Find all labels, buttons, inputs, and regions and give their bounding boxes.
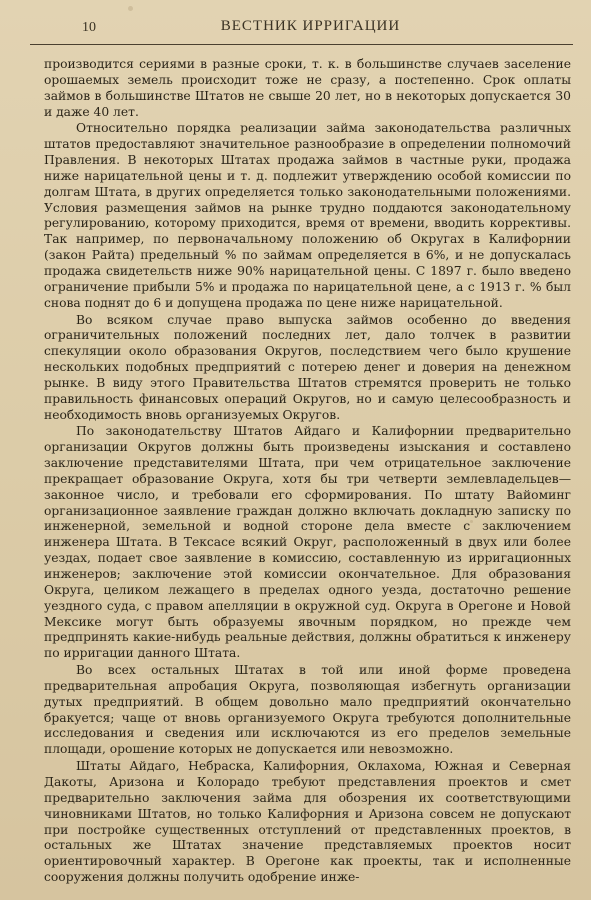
header-rule [30, 44, 573, 45]
paragraph: Во всяком случае право выпуска займов особенно до введения ограничительных положений последних лет, дало толчек в развитии спекуляции около образования Округов, последствием чего было крушение нескольких подобных предприятий с потерею денег и доверия на денежном рынке. В виду этого Правительства Штатов стремятся проверить не только правильность финансовых операций Округов, но и самую целесообразность и необходимость вновь организуемых Округов. [44, 312, 571, 422]
paragraph: Относительно порядка реализации займа законодательства различных штатов предоставляют значительное разнообразие в определении полномочий Правления. В некоторых Штатах продажа займов в частные руки, продажа ниже нарицательной цены и т. д. подлежит утверждению особой комиссии по долгам Штата, в других определяется только законодательными положениями. Условия размещения займов на рынке трудно поддаются законодательному регулированию, которому приходится, время от времени, вводить коррективы. Так например, по первоначальному положению об Округах в Калифорнии (закон Райта) предельный % по займам определяется в 6%, и не допускалась продажа свидетельств ниже 90% нарицательной цены. С 1897 г. было введено ограничение прибыли 5% и продажа по нарицательной цене, а с 1913 г. % был снова поднят до 6 и допущена продажа по цене ниже нарицательной. [44, 121, 571, 310]
paragraph: Во всех остальных Штатах в той или иной форме проведена предварительная апробация Округа, позволяющая избегнуть организации дутых предприятий. В общем довольно мало предприятий окончательно бракуется; чаще от вновь организуемого Округа требуются дополнительные исследования и сведения или исключаются из его пределов земельные площади, орошение которых не допускается или невозможно. [44, 663, 571, 757]
paragraph: производится сериями в разные сроки, т. к. в большинстве случаев заселение орошаемых земель происходит тоже не сразу, а постепенно. Срок оплаты займов в большинстве Штатов не свыше 20 лет, но в некоторых допускается 30 и даже 40 лет. [44, 57, 571, 119]
page-header [40, 16, 551, 40]
paragraph: По законодательству Штатов Айдаго и Калифорнии предварительно организации Округов должны быть произведены изыскания и составлено заключение представителями Штата, при чем отрицательное заключение прекращает образование Округа, хотя бы три четверти землевладельцев—законное число, и требовали его сформирования. По штату Вайоминг организационное заявление граждан должно включать докладную записку по инженерной, земельной и водной стороне дела вместе с заключением инженера Штата. В Тексасе всякий Округ, расположенный в двух или более уездах, подает свое заявление в комиссию, составленную из ирригационных инженеров; заключение этой комиссии окончательное. Для образования Округа, целиком лежащего в пределах одного уезда, достаточно решение уездного суда, с правом апелляции в окружной суд. Округа в Орегоне и Новой Мексике могут быть образуемы явочным порядком, но прежде чем предпринять какие-нибудь реальные действия, должны обратиться к инженеру по ирригации данного Штата. [44, 424, 571, 661]
paragraph: Штаты Айдаго, Небраска, Калифорния, Оклахома, Южная и Северная Дакоты, Аризона и Колорадо требуют представления проектов и смет предварительно заключения займа для обозрения их соответствующими чиновниками Штатов, но только Калифорния и Аризона совсем не допускают при постройке существенных отступлений от представленных проектов, в остальных же Штатах значение представляемых проектов носит ориентировочный характер. В Орегоне как проекты, так и исполненные сооружения должны получить одобрение инже- [44, 759, 571, 885]
paper-spot [128, 6, 133, 11]
body-text [44, 57, 571, 886]
running-title: ВЕСТНИК ИРРИГАЦИИ [220, 18, 401, 34]
page-number: 10 [82, 20, 96, 35]
